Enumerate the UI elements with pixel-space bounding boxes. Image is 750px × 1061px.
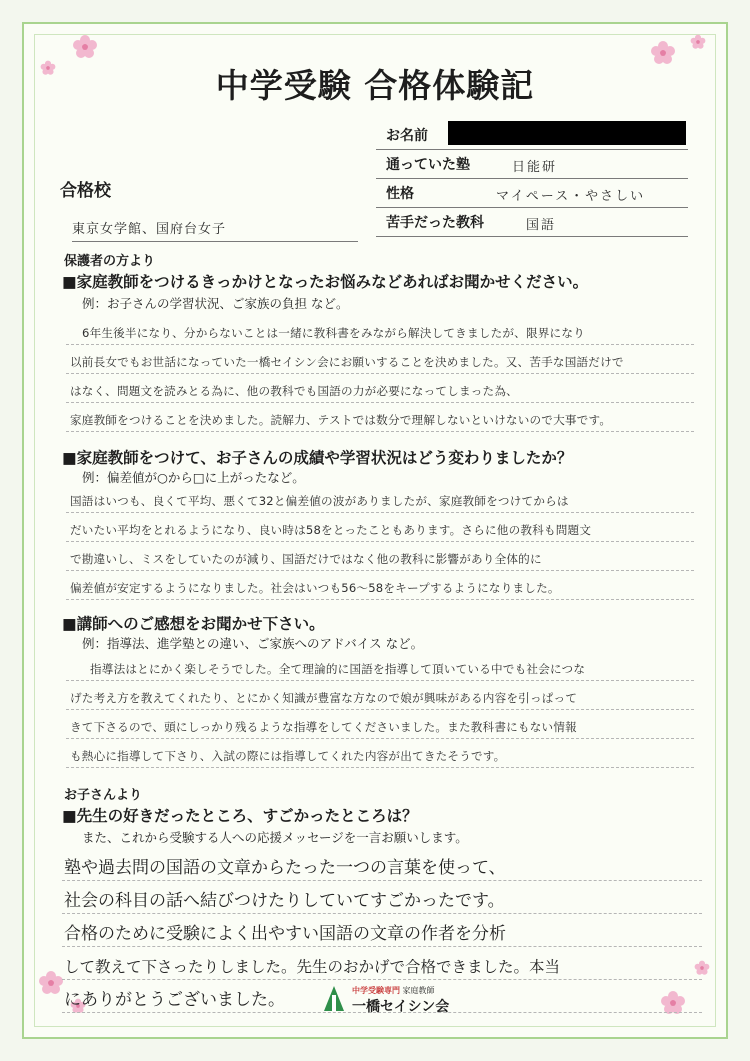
answer-line: も熱心に指導して下さり、入試の際には指導してくれた内容が出てきたそうです。 — [66, 739, 694, 768]
juku-value: 日能研 — [512, 160, 558, 175]
info-table — [376, 121, 688, 237]
parent-question-3-example: 例：指導法、進学塾との違い、ご家族へのアドバイス など。 — [82, 636, 424, 651]
flower-icon — [72, 34, 98, 60]
weak-subject-label: 苦手だった教科 — [386, 215, 484, 231]
answer-line: げた考え方を教えてくれたり、とにかく知識が豊富な方なので娘が興味がある内容を引っぱって — [66, 681, 694, 710]
personality-value: マイペース・やさしい — [496, 189, 646, 204]
info-row-weak-subject — [376, 208, 688, 237]
answer-line: 以前長女でもお世話になっていた一橋セイシン会にお願いすることを決めました。又、苦手な国語だけで — [66, 345, 694, 374]
answer-line: 合格のために受験によく出やすい国語の文章の作者を分析 — [62, 914, 702, 947]
parent-question-1-example: 例：お子さんの学習状況、ご家族の負担 など。 — [82, 296, 349, 311]
answer-line: にありがとうございました。 — [62, 980, 702, 1013]
child-question-1-sub: また、これから受験する人への応援メッセージを一言お願いします。 — [82, 830, 468, 845]
flower-icon — [38, 970, 64, 996]
parent-heading: 保護者の方より — [64, 254, 156, 269]
parent-answer-1 — [66, 316, 694, 432]
answer-line: 偏差値が安定するようになりました。社会はいつも56～58をキープするようになりました。 — [66, 571, 694, 600]
flower-icon — [690, 34, 706, 50]
answer-line: きて下さるので、頭にしっかり残るような指導をしてくださいました。また教科書にもない情報 — [66, 710, 694, 739]
personality-label: 性格 — [386, 186, 414, 202]
answer-line: 6年生後半になり、分からないことは一緒に教科書をみながら解決してきましたが、限界になり — [66, 316, 694, 345]
name-label: お名前 — [386, 128, 428, 144]
parent-question-2: ■家庭教師をつけて、お子さんの成績や学習状況はどう変わりましたか？ — [62, 448, 573, 467]
answer-line: はなく、問題文を読みとる為に、他の教科でも国語の力が必要になってしまった為、 — [66, 374, 694, 403]
info-row-juku — [376, 150, 688, 179]
parent-question-1: ■家庭教師をつけるきっかけとなったお悩みなどあればお聞かせください。 — [62, 272, 589, 291]
child-question-1: ■先生の好きだったところ、すごかったところは？ — [62, 806, 418, 825]
answer-line: 指導法はとにかく楽しそうでした。全て理論的に国語を指導して頂いている中でも社会につな — [66, 652, 694, 681]
redacted-name — [448, 121, 686, 145]
answer-line: だいたい平均をとれるようになり、良い時は58をとったこともあります。さらに他の教科も問題文 — [66, 513, 694, 542]
logo-mark-icon — [322, 985, 346, 1013]
juku-label: 通っていた塾 — [386, 157, 470, 173]
child-heading: お子さんより — [64, 788, 143, 803]
answer-line: で勘違いし、ミスをしていたのが減り、国語だけではなく他の教科に影響があり全体的に — [66, 542, 694, 571]
logo-name: 一橋セイシン会 — [352, 999, 450, 1015]
logo-tagline: 中学受験専門 家庭教師 — [352, 986, 435, 995]
parent-answer-3 — [66, 652, 694, 768]
page-title: 中学受験 合格体験記 — [215, 66, 535, 105]
parent-question-3: ■講師へのご感想をお聞かせ下さい。 — [62, 614, 325, 633]
school-value: 東京女学館、国府台女子 — [72, 218, 358, 242]
weak-subject-value: 国語 — [526, 218, 557, 233]
answer-line: 国語はいつも、良くて平均、悪くて32と偏差値の波がありましたが、家庭教師をつけてからは — [66, 484, 694, 513]
info-row-personality — [376, 179, 688, 208]
school-label: 合格校 — [60, 181, 111, 201]
parent-answer-2 — [66, 484, 694, 600]
company-logo — [322, 983, 472, 1017]
answer-line: 家庭教師をつけることを決めました。読解力、テストでは数分で理解しないといけないので大事です。 — [66, 403, 694, 432]
answer-line: して教えて下さったりしました。先生のおかげで合格できました。本当 — [62, 947, 702, 980]
parent-question-2-example: 例：偏差値が○から□に上がったなど。 — [82, 470, 305, 485]
info-row-name — [376, 121, 688, 150]
answer-line: 社会の科目の話へ結びつけたりしていてすごかったです。 — [62, 881, 702, 914]
answer-line: 塾や過去問の国語の文章からたった一つの言葉を使って、 — [62, 848, 702, 881]
